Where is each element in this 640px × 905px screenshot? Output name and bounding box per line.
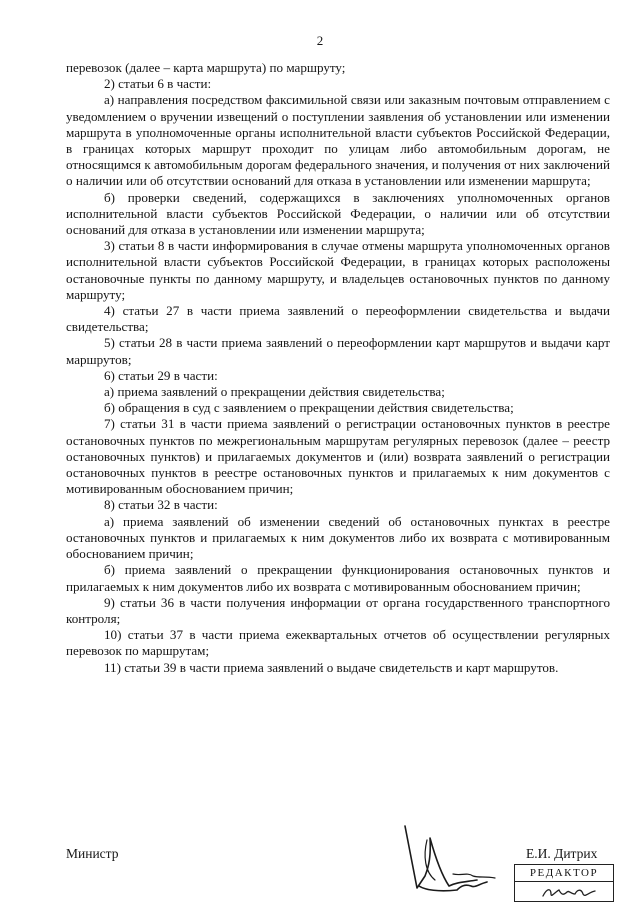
paragraph: 3) статьи 8 в части информирования в случае отмены маршрута уполномоченных органов исполнительной власти субъектов Российской Федерации, в границах которых расположены остановочные пункты по данному маршруту, и владельцев остановочных пунктов по данному маршруту; bbox=[66, 238, 610, 302]
paragraph: а) приема заявлений об изменении сведений об остановочных пунктах в реестре остановочных пунктов и прилагаемых к ним документов либо их возврата с мотивированным обоснованием причин; bbox=[66, 513, 610, 562]
paragraph: б) проверки сведений, содержащихся в заключениях уполномоченных органов исполнительной власти субъектов Российской Федерации, о наличии или об отсутствии оснований для отказа в установлении или изменении маршрута; bbox=[66, 189, 610, 238]
paragraph: а) приема заявлений о прекращении действия свидетельства; bbox=[104, 384, 445, 400]
stamp-initials-scribble bbox=[539, 882, 599, 902]
paragraph: 5) статьи 28 в части приема заявлений о переоформлении карт маршрутов и выдачи карт маршрутов; bbox=[66, 335, 610, 367]
paragraph: перевозок (далее – карта маршрута) по маршруту; bbox=[66, 60, 346, 75]
paragraph: а) направления посредством факсимильной связи или заказным почтовым отправлением с уведомлением о вручении извещений о поступлении заявления об установлении или изменении маршрута в уполномоченные органы исполнительной власти субъектов Российской Федерации, в границах которых маршрут проходит по улицам либо автомобильным дорогам, не относящимся к автомобильным дорогам федерального значения, и получения от них заключений о наличии или об отсутствии оснований для отказа в установлении или изменении маршрута; bbox=[66, 92, 610, 189]
paragraph: 9) статьи 36 в части получения информации от органа государственного транспортного контроля; bbox=[66, 594, 610, 626]
stamp-label: РЕДАКТОР bbox=[515, 866, 613, 882]
paragraph: 6) статьи 29 в части: bbox=[104, 367, 218, 383]
paragraph: 10) статьи 37 в части приема ежеквартальных отчетов об осуществлении регулярных перевозок по маршрутам; bbox=[66, 627, 610, 659]
signer-name: Е.И. Дитрих bbox=[526, 846, 598, 861]
signature-block bbox=[0, 800, 640, 905]
paragraph: б) обращения в суд с заявлением о прекращении действия свидетельства; bbox=[104, 400, 514, 416]
paragraph: 8) статьи 32 в части: bbox=[104, 497, 218, 513]
paragraph: б) приема заявлений о прекращении функционирования остановочных пунктов и прилагаемых к ним документов либо их возврата с мотивированным обоснованием причин; bbox=[66, 562, 610, 594]
paragraph: 2) статьи 6 в части: bbox=[104, 76, 212, 92]
signer-position: Министр bbox=[66, 846, 119, 861]
handwritten-signature bbox=[395, 816, 515, 896]
page-number: 2 bbox=[316, 33, 324, 48]
paragraph: 4) статьи 27 в части приема заявлений о переоформлении свидетельства и выдачи свидетельства; bbox=[66, 303, 610, 335]
editor-stamp bbox=[514, 864, 614, 902]
paragraph: 11) статьи 39 в части приема заявлений о выдаче свидетельств и карт маршрутов. bbox=[104, 659, 559, 675]
paragraph: 7) статьи 31 в части приема заявлений о регистрации остановочных пунктов в реестре остановочных пунктов по межрегиональным маршрутам регулярных перевозок (далее – реестр остановочных пунктов) и прилагаемых документов и (или) возврата заявлений о регистрации остановочных пунктов в реестре остановочных пунктов и прилагаемых к ним документов с мотивированным обоснованием причин; bbox=[66, 416, 610, 497]
document-body bbox=[66, 60, 610, 676]
